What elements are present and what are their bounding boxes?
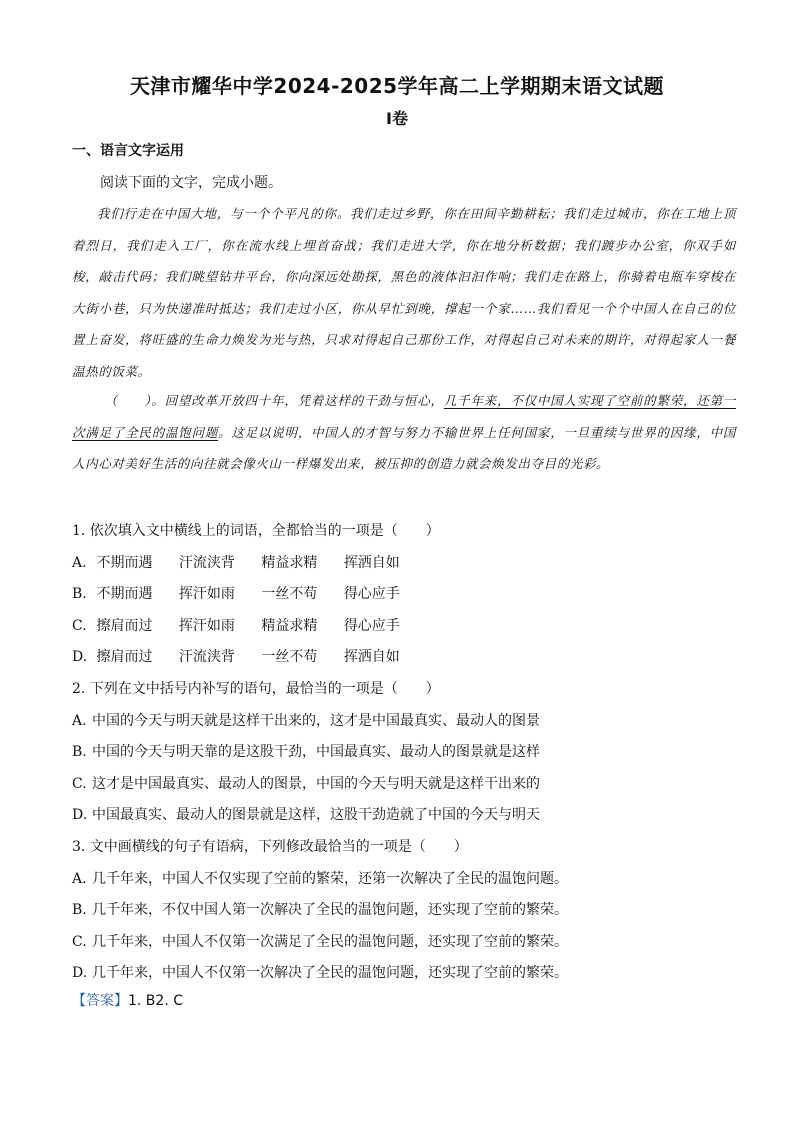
option-word: 汗流浃背 xyxy=(178,649,235,665)
answer-text: 1. B2. C xyxy=(128,993,183,1009)
option-letter: B. xyxy=(72,744,87,760)
option-a[interactable] xyxy=(72,706,752,738)
option-word: 擦肩而过 xyxy=(96,617,153,634)
option-b[interactable] xyxy=(72,737,752,769)
question-2 xyxy=(72,674,752,832)
answer-line xyxy=(72,990,183,1010)
passage-paragraph-1: 我们行走在中国大地，与一个个平凡的你。我们走过乡野，你在田间辛勤耕耘；我们走过城市，你在工地上顶着烈日，我们走入工厂，你在流水线上埋首奋战；我们走进大学，你在地分析数据；我们踱步办公室，你双手如梭，敲击代码；我们眺望钻井平台，你向深远处勘探，黑色的液体汩汩作响；我们走在路上，你骑着电瓶车穿梭在大街小巷，只为快递准时抵达；我们走过小区，你从早忙到晚，撑起一个家……我们看见一个个中国人在自己的位置上奋发，将旺盛的生命力焕发为光与热，只求对得起自己那份工作，对得起自己对未来的期许，对得起家人一餐温热的饭菜。 xyxy=(72,206,736,379)
reading-instruction: 阅读下面的文字，完成小题。 xyxy=(100,175,282,191)
exam-title: 天津市耀华中学2024-2025学年高二上学期期末语文试题 xyxy=(129,74,665,98)
question-1 xyxy=(72,516,752,674)
option-letter: A. xyxy=(72,712,87,729)
answer-blank: （ ） xyxy=(104,393,152,408)
option-letter: D. xyxy=(72,649,88,665)
option-c[interactable] xyxy=(72,769,752,801)
option-c[interactable] xyxy=(72,611,752,643)
option-letter: B. xyxy=(72,586,87,602)
option-text: 中国最真实、最动人的图景就是这样，这股干劲造就了中国的今天与明天 xyxy=(92,807,540,823)
option-letter: A. xyxy=(72,554,87,571)
passage-paragraph-2 xyxy=(72,385,736,480)
option-c[interactable] xyxy=(72,927,752,959)
option-word: 不期而遇 xyxy=(96,586,153,602)
option-word: 擦肩而过 xyxy=(96,649,153,665)
option-word: 得心应手 xyxy=(343,617,400,634)
volume-label: I卷 xyxy=(386,109,408,128)
option-text: 中国的今天与明天就是这样干出来的，这才是中国最真实、最动人的图景 xyxy=(92,712,540,729)
option-letter: A. xyxy=(72,870,87,887)
option-word: 汗流浃背 xyxy=(178,554,235,571)
section-heading: 一、语言文字运用 xyxy=(72,143,184,159)
option-a[interactable] xyxy=(72,548,752,580)
option-d[interactable] xyxy=(72,800,752,832)
option-b[interactable] xyxy=(72,895,752,927)
option-letter: C. xyxy=(72,775,87,792)
passage-text: 。回望改革开放四十年，凭着这样的干劲与恒心， xyxy=(151,393,444,408)
option-d[interactable] xyxy=(72,642,752,674)
option-word: 一丝不苟 xyxy=(261,649,318,665)
option-word: 得心应手 xyxy=(343,586,400,602)
option-word: 精益求精 xyxy=(261,617,318,634)
option-a[interactable] xyxy=(72,864,752,896)
option-word: 一丝不苟 xyxy=(261,586,318,602)
passage-text: 。这足以说明，中国人的才智与努力不输世界上任何国家，一旦重续与世界的因缘，中国人内心对美好生活的向往就会像火山一样爆发出来，被压抑的创造力就会焕发出夺目的光彩。 xyxy=(72,424,736,471)
option-letter: D. xyxy=(72,807,88,823)
option-word: 不期而遇 xyxy=(96,554,153,571)
question-stem: 1. 依次填入文中横线上的词语，全都恰当的一项是（ ） xyxy=(72,523,440,539)
option-text: 几千年来，中国人不仅实现了空前的繁荣，还第一次解决了全民的温饱问题。 xyxy=(92,870,568,887)
option-word: 挥洒自如 xyxy=(343,649,400,665)
option-letter: C. xyxy=(72,933,87,950)
option-text: 几千年来，不仅中国人第一次解决了全民的温饱问题，还实现了空前的繁荣。 xyxy=(92,902,568,918)
option-letter: D. xyxy=(72,965,88,981)
option-text: 中国的今天与明天靠的是这股干劲，中国最真实、最动人的图景就是这样 xyxy=(92,744,540,760)
underlined-sentence: 几千年来，不仅中国人实现了空前的繁荣，还第一次满足了全民的温饱问题 xyxy=(72,393,737,440)
option-word: 挥洒自如 xyxy=(343,554,400,571)
option-letter: B. xyxy=(72,902,87,918)
option-text: 几千年来，中国人不仅第一次满足了全民的温饱问题，还实现了空前的繁荣。 xyxy=(92,933,568,950)
option-d[interactable] xyxy=(72,958,752,990)
option-text: 这才是中国最真实、最动人的图景，中国的今天与明天就是这样干出来的 xyxy=(92,775,540,792)
question-stem: 3. 文中画横线的句子有语病，下列修改最恰当的一项是（ ） xyxy=(72,839,468,855)
option-word: 挥汗如雨 xyxy=(178,586,235,602)
question-stem: 2. 下列在文中括号内补写的语句，最恰当的一项是（ ） xyxy=(72,681,440,697)
option-b[interactable] xyxy=(72,579,752,611)
question-3 xyxy=(72,832,752,990)
answer-tag: 【答案】 xyxy=(72,993,128,1009)
option-word: 精益求精 xyxy=(261,554,318,571)
option-word: 挥汗如雨 xyxy=(178,617,235,634)
option-text: 几千年来，中国人不仅第一次解决了全民的温饱问题，还实现了空前的繁荣。 xyxy=(92,965,568,981)
option-letter: C. xyxy=(72,617,87,634)
